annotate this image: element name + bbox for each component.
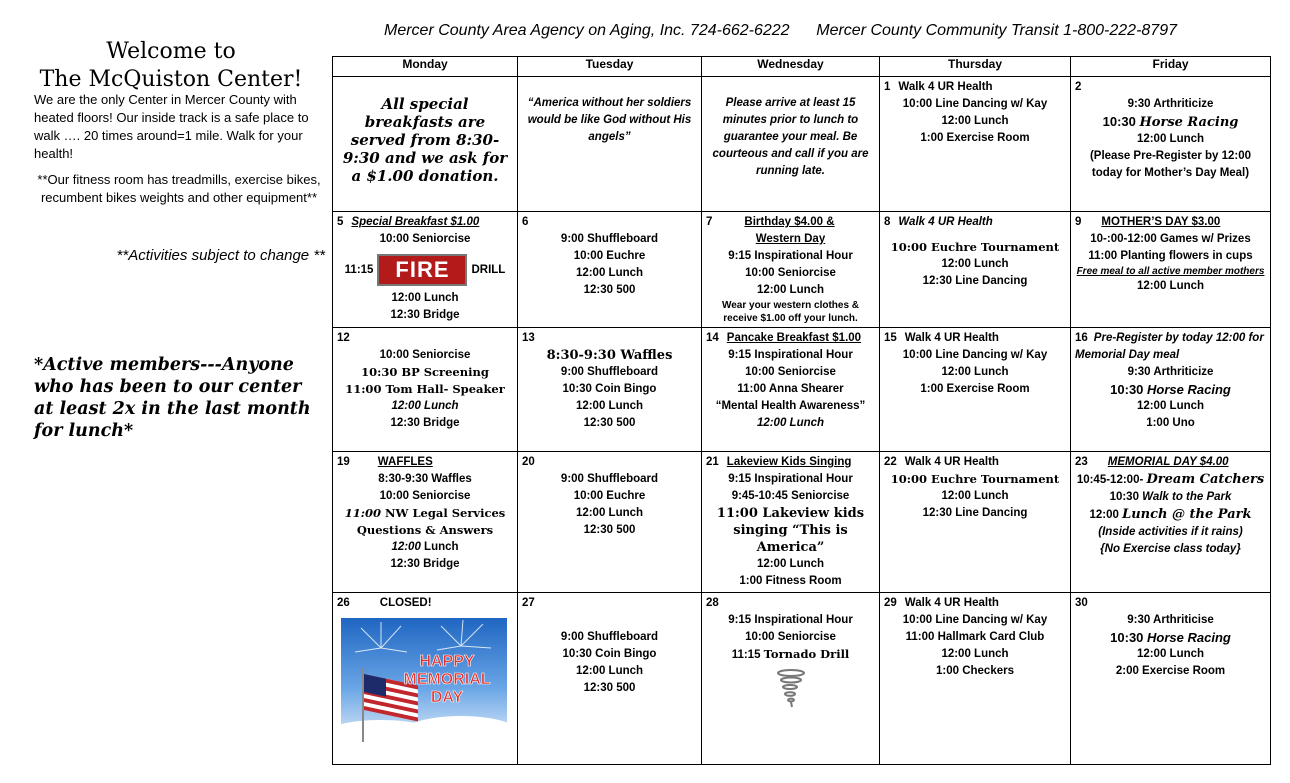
event-line: 10:30 Coin Bingo bbox=[562, 383, 657, 395]
event-time: 10:45-12:00- bbox=[1076, 474, 1147, 486]
event-title: Walk 4 UR Health bbox=[904, 332, 999, 344]
event-line: 9:15 Inspirational Hour bbox=[728, 473, 853, 485]
active-members-note: *Active members---Anyone who has been to our center at least 2x in the last month for lunch* bbox=[34, 354, 311, 441]
event-line: 12:00 Lunch bbox=[575, 400, 644, 412]
event-line: 11:00 Anna Shearer bbox=[737, 383, 844, 395]
event-line: 1:00 Fitness Room bbox=[739, 575, 842, 587]
day-cell-1 bbox=[880, 77, 1071, 212]
event-line: 12:30 Bridge bbox=[390, 309, 460, 321]
event-line: 12:00 Lunch bbox=[575, 507, 644, 519]
day-number: 21 bbox=[706, 456, 719, 468]
event-line: 12:30 500 bbox=[583, 682, 636, 694]
event-line: 11:00 Tom Hall- Speaker bbox=[345, 382, 505, 396]
event-line: 12:00 Lunch bbox=[941, 648, 1009, 660]
event-line: 1:00 Checkers bbox=[936, 665, 1014, 677]
event-time: 12:00 bbox=[1089, 509, 1123, 521]
week-row-4 bbox=[333, 452, 1271, 593]
event-line: 12:00 Lunch bbox=[941, 490, 1009, 502]
event-name: DRILL bbox=[471, 264, 506, 277]
day-cell-12 bbox=[333, 328, 518, 452]
day-number: 7 bbox=[706, 216, 713, 228]
memorial-image-text: DAY bbox=[430, 689, 464, 706]
event-line: 9:30 Arthriticise bbox=[1127, 614, 1214, 626]
memorial-image-text: MEMORIAL bbox=[403, 671, 491, 688]
event-line: 12:00 Lunch bbox=[941, 115, 1009, 127]
event-line: 2:00 Exercise Room bbox=[1115, 665, 1226, 677]
day-cell-22 bbox=[880, 452, 1071, 593]
lunch-arrival-note: Please arrive at least 15 minutes prior to lunch to guarantee your meal. Be courteous and call if you are running late. bbox=[712, 97, 869, 177]
event-line: 12:00 Lunch bbox=[391, 292, 459, 304]
event-title: WAFFLES bbox=[377, 456, 433, 468]
event-line: 12:00 Lunch bbox=[1136, 400, 1205, 412]
day-header-thursday: Thursday bbox=[880, 57, 1071, 77]
event-time: 11:00 bbox=[344, 506, 382, 520]
rain-note: (Inside activities if it rains) bbox=[1098, 526, 1243, 538]
event-line: 12:00 Lunch bbox=[1136, 280, 1205, 292]
day-number: 26 bbox=[337, 597, 350, 609]
week-row-5 bbox=[333, 593, 1271, 765]
day-cell-20 bbox=[518, 452, 702, 593]
event-line: 10:00 Line Dancing w/ Kay bbox=[902, 614, 1048, 626]
event-name: Horse Racing bbox=[1147, 630, 1231, 645]
day-number: 6 bbox=[522, 216, 529, 228]
event-name: Horse Racing bbox=[1139, 115, 1239, 130]
fire-drill-line bbox=[337, 254, 513, 286]
day-header-friday: Friday bbox=[1071, 57, 1271, 77]
event-title: MEMORIAL DAY $4.00 bbox=[1107, 456, 1229, 468]
event-time: 10:30 bbox=[1109, 491, 1143, 503]
day-cell-26 bbox=[333, 593, 518, 765]
day-number: 29 bbox=[884, 597, 897, 609]
event-time: 10:30 bbox=[1102, 114, 1140, 129]
fitness-room-note: **Our fitness room has treadmills, exercise bikes, recumbent bikes weights and other equipment** bbox=[37, 172, 321, 205]
no-exercise-note: {No Exercise class today} bbox=[1100, 543, 1241, 555]
event-name: Tornado Drill bbox=[763, 647, 850, 661]
day-cell-23 bbox=[1071, 452, 1271, 593]
event-line: 12:30 Line Dancing bbox=[922, 507, 1028, 519]
event-line: 10:00 Seniorcise bbox=[745, 366, 836, 378]
day-number: 9 bbox=[1075, 216, 1082, 228]
day-cell-21 bbox=[702, 452, 880, 593]
welcome-line-2: The McQuiston Center! bbox=[39, 67, 303, 92]
welcome-title bbox=[12, 38, 330, 94]
event-line: “Mental Health Awareness” bbox=[715, 400, 866, 412]
event-line: 9:00 Shuffleboard bbox=[560, 631, 659, 643]
event-line: 12:30 Line Dancing bbox=[922, 275, 1028, 287]
event-line: 9:30 Arthriticize bbox=[1127, 366, 1214, 378]
event-line: 11:00 Planting flowers in cups bbox=[1088, 250, 1253, 262]
day-cell-15 bbox=[880, 328, 1071, 452]
event-line: 10:00 Euchre Tournament bbox=[890, 240, 1060, 254]
event-line: 10-:00-12:00 Games w/ Prizes bbox=[1090, 233, 1251, 245]
day-number: 28 bbox=[706, 597, 719, 609]
event-line: 10:00 Seniorcise bbox=[745, 631, 836, 643]
memorial-day-flag-image bbox=[341, 618, 507, 746]
event-time: 12:00 bbox=[391, 541, 421, 553]
day-number: 5 bbox=[337, 216, 344, 228]
event-line: 12:00 Lunch bbox=[756, 284, 825, 296]
event-time: 11:15 bbox=[731, 649, 764, 661]
event-line: 12:00 Lunch bbox=[941, 258, 1009, 270]
welcome-line-1: Welcome to bbox=[106, 39, 236, 64]
day-cell-29 bbox=[880, 593, 1071, 765]
week-row-2 bbox=[333, 212, 1271, 328]
western-note: Wear your western clothes & receive $1.00 off your lunch. bbox=[721, 300, 860, 324]
soldiers-quote-cell bbox=[518, 77, 702, 212]
event-line: 9:00 Shuffleboard bbox=[560, 473, 659, 485]
event-line: 12:00 Lunch bbox=[575, 267, 644, 279]
event-line: 12:30 500 bbox=[583, 524, 636, 536]
event-line: 1:00 Exercise Room bbox=[920, 132, 1030, 144]
event-line: 12:00 Lunch bbox=[575, 665, 644, 677]
tornado-icon bbox=[776, 668, 806, 708]
day-cell-13 bbox=[518, 328, 702, 452]
breakfast-note: All special breakfasts are served from 8:30-9:30 and we ask for a $1.00 donation. bbox=[342, 95, 508, 185]
day-cell-30 bbox=[1071, 593, 1271, 765]
heated-floors-note: We are the only Center in Mercer County with heated floors! Our inside track is a safe place to walk …. 20 times around=1 mile. Walk for your health! bbox=[34, 92, 309, 161]
day-number: 2 bbox=[1075, 81, 1082, 93]
event-line: 12:00 Lunch bbox=[941, 366, 1009, 378]
event-line: 10:00 Seniorcise bbox=[379, 490, 471, 502]
event-line: 10:00 Line Dancing w/ Kay bbox=[902, 98, 1048, 110]
free-meal-note: Free meal to all active member mothers bbox=[1076, 266, 1265, 277]
day-number: 23 bbox=[1075, 456, 1088, 468]
event-time: 10:30 bbox=[1110, 630, 1148, 645]
event-line: 1:00 Exercise Room bbox=[920, 383, 1030, 395]
lunch-arrival-cell bbox=[702, 77, 880, 212]
day-number: 30 bbox=[1075, 597, 1088, 609]
preregister-note: Pre-Register by today 12:00 for Memorial Day meal bbox=[1075, 332, 1264, 361]
preregister-note: (Please Pre-Register by 12:00 today for Mother’s Day Meal) bbox=[1089, 150, 1252, 179]
breakfast-note-cell bbox=[333, 77, 518, 212]
event-title: Birthday $4.00 & bbox=[744, 216, 835, 228]
event-line: 10:30 Coin Bingo bbox=[562, 648, 657, 660]
memorial-image-text: HAPPY bbox=[419, 653, 475, 670]
day-cell-8 bbox=[880, 212, 1071, 328]
day-cell-27 bbox=[518, 593, 702, 765]
day-header-monday: Monday bbox=[333, 57, 518, 77]
event-name: Lunch @ the Park bbox=[1122, 507, 1252, 522]
event-line: 9:30 Arthriticize bbox=[1127, 98, 1214, 110]
day-cell-16 bbox=[1071, 328, 1271, 452]
day-cell-19 bbox=[333, 452, 518, 593]
day-cell-14 bbox=[702, 328, 880, 452]
event-line: 10:00 Line Dancing w/ Kay bbox=[902, 349, 1048, 361]
day-number: 27 bbox=[522, 597, 535, 609]
event-title: CLOSED! bbox=[379, 597, 432, 609]
day-cell-2 bbox=[1071, 77, 1271, 212]
event-line: 12:00 Lunch bbox=[391, 400, 459, 412]
event-line: 11:00 Lakeview kids singing “This is America” bbox=[716, 506, 865, 555]
event-line: 9:15 Inspirational Hour bbox=[728, 614, 853, 626]
event-name: Horse Racing bbox=[1147, 382, 1231, 397]
soldiers-quote: “America without her soldiers would be like God without His angels” bbox=[527, 97, 692, 143]
event-line: 12:30 Bridge bbox=[390, 417, 460, 429]
event-line: 12:00 Lunch bbox=[756, 558, 825, 570]
day-number: 8 bbox=[884, 216, 891, 228]
event-time: 10:30 bbox=[1110, 382, 1148, 397]
event-line: 9:00 Shuffleboard bbox=[560, 366, 659, 378]
fire-sign-icon: FIRE bbox=[377, 254, 467, 286]
day-cell-6 bbox=[518, 212, 702, 328]
day-header-tuesday: Tuesday bbox=[518, 57, 702, 77]
event-line: 12:30 500 bbox=[583, 417, 636, 429]
event-line: 10:00 Seniorcise bbox=[745, 267, 836, 279]
event-line: 10:00 Euchre Tournament bbox=[890, 472, 1060, 486]
event-title: Special Breakfast $1.00 bbox=[351, 216, 480, 228]
event-line: 12:00 Lunch bbox=[1136, 648, 1205, 660]
week-row-1 bbox=[333, 77, 1271, 212]
event-title: MOTHER’S DAY $3.00 bbox=[1101, 216, 1221, 228]
event-title-2: Western Day bbox=[755, 233, 826, 245]
event-line: 11:00 Hallmark Card Club bbox=[905, 631, 1045, 643]
day-cell-9 bbox=[1071, 212, 1271, 328]
event-name: Lunch bbox=[420, 541, 459, 553]
day-number: 16 bbox=[1075, 332, 1088, 344]
event-title: Walk 4 UR Health bbox=[898, 81, 993, 93]
event-line: 12:00 Lunch bbox=[1136, 133, 1205, 145]
event-title: Walk 4 UR Health bbox=[904, 597, 999, 609]
week-row-3 bbox=[333, 328, 1271, 452]
day-number: 15 bbox=[884, 332, 897, 344]
day-cell-5 bbox=[333, 212, 518, 328]
event-line: 1:00 Uno bbox=[1146, 417, 1195, 429]
sidebar bbox=[0, 38, 330, 94]
day-number: 14 bbox=[706, 332, 719, 344]
day-number: 1 bbox=[884, 81, 891, 93]
event-line: 10:00 Seniorcise bbox=[379, 233, 471, 245]
day-number: 20 bbox=[522, 456, 535, 468]
event-line: 9:00 Shuffleboard bbox=[560, 233, 659, 245]
event-line: 12:00 Lunch bbox=[756, 417, 825, 429]
event-name: Dream Catchers bbox=[1146, 472, 1265, 487]
day-number: 13 bbox=[522, 332, 535, 344]
day-cell-28 bbox=[702, 593, 880, 765]
agency-contact-header: Mercer County Area Agency on Aging, Inc. 724-662-6222 Mercer County Community Transit 1-800-222-8797 bbox=[384, 22, 1177, 39]
event-line: 10:30 BP Screening bbox=[361, 365, 489, 379]
event-title: Walk 4 UR Health bbox=[904, 456, 999, 468]
event-line: 12:30 500 bbox=[583, 284, 636, 296]
event-line: 8:30-9:30 Waffles bbox=[546, 348, 673, 363]
day-number: 19 bbox=[337, 456, 350, 468]
calendar-table bbox=[332, 56, 1271, 765]
day-number: 12 bbox=[337, 332, 350, 344]
event-line: Questions & Answers bbox=[356, 523, 494, 537]
event-line: 12:30 Bridge bbox=[390, 558, 460, 570]
event-line: 10:00 Seniorcise bbox=[379, 349, 471, 361]
event-line: 9:15 Inspirational Hour bbox=[728, 349, 853, 361]
weekday-header-row bbox=[333, 57, 1271, 77]
activities-change-note: **Activities subject to change ** bbox=[116, 247, 325, 264]
event-line: 10:00 Euchre bbox=[573, 490, 646, 502]
event-title: Walk 4 UR Health bbox=[898, 216, 993, 228]
event-name: Walk to the Park bbox=[1142, 491, 1232, 503]
day-number: 22 bbox=[884, 456, 897, 468]
event-line: 10:00 Euchre bbox=[573, 250, 646, 262]
event-time: 11:15 bbox=[344, 264, 374, 277]
event-title: Pancake Breakfast $1.00 bbox=[726, 332, 862, 344]
day-header-wednesday: Wednesday bbox=[702, 57, 880, 77]
event-line: 9:45-10:45 Seniorcise bbox=[731, 490, 850, 502]
event-line: 9:15 Inspirational Hour bbox=[728, 250, 853, 262]
event-name: NW Legal Services bbox=[381, 506, 506, 520]
event-line: 8:30-9:30 Waffles bbox=[378, 473, 472, 485]
day-cell-7 bbox=[702, 212, 880, 328]
event-title: Lakeview Kids Singing bbox=[726, 456, 852, 468]
